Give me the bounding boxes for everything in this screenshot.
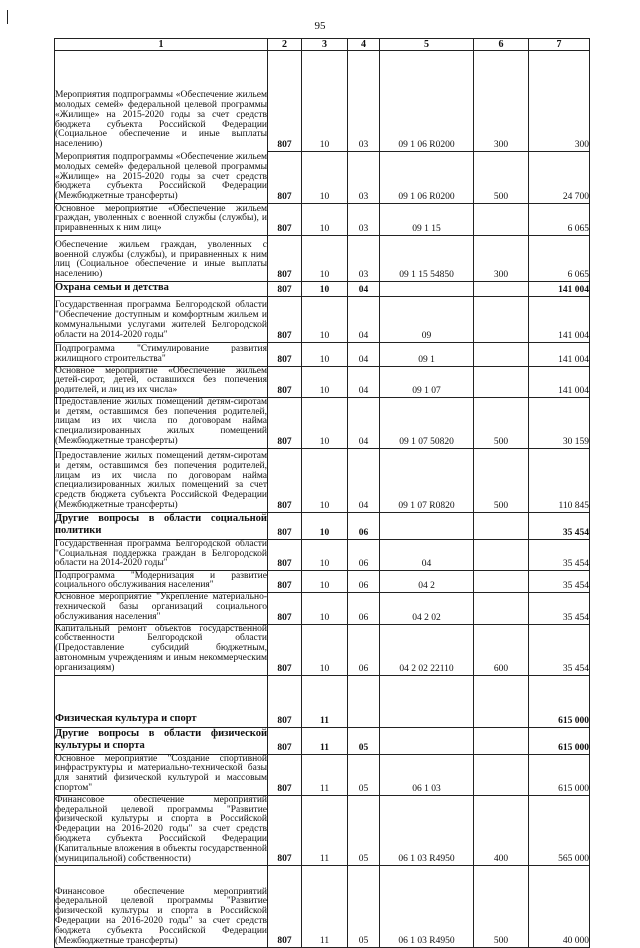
cell-section: 10	[302, 512, 348, 539]
cell-amount: 40 000	[529, 866, 590, 948]
cell-amount: 35 454	[529, 624, 590, 675]
cell-target-article: 06 1 03 R4950	[380, 866, 474, 948]
cell-amount: 35 454	[529, 539, 590, 570]
cell-expense-type: 500	[474, 397, 529, 448]
row-description: Основное мероприятие «Обеспечение жильем детей-сирот, детей, оставшихся без попечения родителей, и лиц из их числа»	[55, 366, 268, 397]
cell-grbs: 807	[268, 448, 302, 512]
row-description: Другие вопросы в области физической культуры и спорта	[55, 727, 268, 754]
cell-grbs: 807	[268, 795, 302, 866]
cell-grbs: 807	[268, 152, 302, 204]
table-header-row	[55, 39, 590, 51]
cell-grbs: 807	[268, 675, 302, 727]
cell-section: 10	[302, 593, 348, 624]
cell-expense-type	[474, 512, 529, 539]
cell-grbs: 807	[268, 296, 302, 342]
cell-section: 10	[302, 296, 348, 342]
cell-subsection: 04	[348, 296, 380, 342]
cell-subsection: 05	[348, 727, 380, 754]
cell-expense-type: 300	[474, 236, 529, 282]
cell-subsection: 04	[348, 282, 380, 297]
cell-grbs: 807	[268, 539, 302, 570]
row-description-text: Мероприятия подпрограммы «Обеспечение жильем молодых семей» федеральной целевой программы «Жилище» на 2015-2020 годы за счет средств бюджета субъекта Российской Федерации (Социальное обеспечение и иные выплаты населению)	[55, 90, 267, 150]
cell-section: 10	[302, 366, 348, 397]
table-row	[55, 727, 590, 754]
cell-section: 11	[302, 754, 348, 795]
cell-section: 10	[302, 571, 348, 593]
row-description: Другие вопросы в области социальной политики	[55, 512, 268, 539]
cell-subsection	[348, 675, 380, 727]
cell-amount: 6 065	[529, 204, 590, 236]
cell-expense-type	[474, 204, 529, 236]
column-header: 2	[268, 39, 302, 51]
table-row	[55, 366, 590, 397]
cell-amount: 565 000	[529, 795, 590, 866]
cell-subsection: 03	[348, 204, 380, 236]
column-header: 3	[302, 39, 348, 51]
cell-grbs: 807	[268, 366, 302, 397]
cell-target-article: 04 2	[380, 571, 474, 593]
cell-amount: 6 065	[529, 236, 590, 282]
cell-target-article: 04 2 02	[380, 593, 474, 624]
cell-amount: 615 000	[529, 675, 590, 727]
cell-section: 10	[302, 397, 348, 448]
cell-section: 10	[302, 51, 348, 152]
table-row	[55, 571, 590, 593]
cell-subsection: 03	[348, 51, 380, 152]
row-description: Основное мероприятие "Укрепление материально-технической базы организаций социального обслуживания населения"	[55, 593, 268, 624]
table-row	[55, 282, 590, 297]
cell-amount: 141 004	[529, 342, 590, 366]
cell-expense-type: 400	[474, 795, 529, 866]
cell-amount: 35 454	[529, 593, 590, 624]
cell-amount: 35 454	[529, 512, 590, 539]
cell-amount: 110 845	[529, 448, 590, 512]
cell-subsection: 06	[348, 539, 380, 570]
table-row	[55, 204, 590, 236]
cell-expense-type: 500	[474, 866, 529, 948]
table-row	[55, 624, 590, 675]
row-description: Финансовое обеспечение мероприятий федеральной целевой программы "Развитие физической культуры и спорта в Российской Федерации на 2016-2020 годы" за счет средств бюджета субъекта Российской Федерации (Межбюджетные трансферты)	[55, 866, 268, 948]
column-header: 7	[529, 39, 590, 51]
column-header: 1	[55, 39, 268, 51]
cell-grbs: 807	[268, 342, 302, 366]
cell-section: 11	[302, 795, 348, 866]
cell-expense-type	[474, 727, 529, 754]
cell-subsection: 05	[348, 795, 380, 866]
cell-subsection: 06	[348, 593, 380, 624]
cell-expense-type	[474, 539, 529, 570]
cell-target-article: 09	[380, 296, 474, 342]
cell-amount: 141 004	[529, 296, 590, 342]
column-header: 4	[348, 39, 380, 51]
cell-target-article: 09 1 07 R0820	[380, 448, 474, 512]
cell-amount: 141 004	[529, 366, 590, 397]
cell-section: 10	[302, 236, 348, 282]
cell-section: 10	[302, 624, 348, 675]
row-description: Физическая культура и спорт	[55, 675, 268, 727]
cell-expense-type	[474, 593, 529, 624]
cell-subsection: 05	[348, 866, 380, 948]
cell-subsection: 05	[348, 754, 380, 795]
cell-expense-type: 300	[474, 51, 529, 152]
budget-table	[54, 38, 590, 948]
table-row	[55, 296, 590, 342]
row-description: Финансовое обеспечение мероприятий федеральной целевой программы "Развитие физической культуры и спорта в Российской Федерации на 2016-2020 годы" за счет средств бюджета субъекта Российской Федерации (Капитальные вложения в объекты государственной (муниципальной) собственности)	[55, 795, 268, 866]
cell-expense-type	[474, 754, 529, 795]
cell-target-article: 06 1 03	[380, 754, 474, 795]
cell-section: 10	[302, 448, 348, 512]
row-description: Предоставление жилых помещений детям-сиротам и детям, оставшимся без попечения родителей, лицам из их числа по договорам найма специализированных жилых помещений (Межбюджетные трансферты)	[55, 397, 268, 448]
row-description	[55, 51, 268, 204]
page-number: 95	[314, 20, 326, 32]
cell-grbs: 807	[268, 624, 302, 675]
row-description: Государственная программа Белгородской области "Социальная поддержка граждан в Белгородской области на 2014-2020 годы"	[55, 539, 268, 570]
row-description: Предоставление жилых помещений детям-сиротам и детям, оставшимся без попечения родителей, лицам из их числа по договорам найма специализированных жилых помещений за счет средств бюджета субъекта Российской Федерации (Межбюджетные трансферты)	[55, 448, 268, 512]
cell-expense-type	[474, 342, 529, 366]
cell-subsection: 04	[348, 366, 380, 397]
cell-subsection: 06	[348, 624, 380, 675]
row-description: Основное мероприятие "Создание спортивной инфраструктуры и материально-технической базы для занятий физической культурой и массовым спортом"	[55, 754, 268, 795]
table-row	[55, 51, 590, 152]
cell-subsection: 06	[348, 512, 380, 539]
cell-target-article: 09 1 06 R0200	[380, 51, 474, 152]
row-description: Охрана семьи и детства	[55, 282, 268, 297]
cell-grbs: 807	[268, 397, 302, 448]
cell-expense-type: 500	[474, 152, 529, 204]
cell-section: 10	[302, 152, 348, 204]
cell-amount: 300	[529, 51, 590, 152]
cell-target-article: 09 1 15 54850	[380, 236, 474, 282]
cell-target-article: 04	[380, 539, 474, 570]
cell-amount: 615 000	[529, 754, 590, 795]
cell-target-article: 04 2 02 22110	[380, 624, 474, 675]
cell-target-article	[380, 675, 474, 727]
cell-grbs: 807	[268, 512, 302, 539]
cell-grbs: 807	[268, 571, 302, 593]
row-description-text: Мероприятия подпрограммы «Обеспечение жильем молодых семей» федеральной целевой программы «Жилище» на 2015-2020 годы за счет средств бюджета субъекта Российской Федерации (Межбюджетные трансферты)	[55, 152, 267, 202]
table-row	[55, 512, 590, 539]
table-row	[55, 866, 590, 948]
table-row	[55, 448, 590, 512]
cell-expense-type	[474, 571, 529, 593]
cell-subsection: 04	[348, 448, 380, 512]
cell-section: 10	[302, 342, 348, 366]
cell-subsection: 04	[348, 397, 380, 448]
cell-amount: 35 454	[529, 571, 590, 593]
cell-target-article: 09 1	[380, 342, 474, 366]
cell-target-article: 09 1 15	[380, 204, 474, 236]
cell-expense-type: 500	[474, 448, 529, 512]
cell-grbs: 807	[268, 282, 302, 297]
cell-expense-type	[474, 366, 529, 397]
cell-grbs: 807	[268, 204, 302, 236]
cell-section: 10	[302, 282, 348, 297]
cell-subsection: 03	[348, 152, 380, 204]
table-row	[55, 754, 590, 795]
cell-grbs: 807	[268, 51, 302, 152]
cell-amount: 24 700	[529, 152, 590, 204]
cell-expense-type	[474, 282, 529, 297]
table-row	[55, 593, 590, 624]
table-row	[55, 236, 590, 282]
cell-amount: 141 004	[529, 282, 590, 297]
table-row	[55, 795, 590, 866]
cell-grbs: 807	[268, 236, 302, 282]
row-description: Основное мероприятие «Обеспечение жильем граждан, уволенных с военной службы (службы), и приравненных к ним лиц»	[55, 204, 268, 236]
cell-section: 10	[302, 204, 348, 236]
cell-target-article: 09 1 06 R0200	[380, 152, 474, 204]
cell-grbs: 807	[268, 754, 302, 795]
cell-target-article	[380, 282, 474, 297]
cell-expense-type	[474, 675, 529, 727]
cell-target-article	[380, 512, 474, 539]
row-description: Подпрограмма "Стимулирование развития жилищного строительства"	[55, 342, 268, 366]
row-description: Капитальный ремонт объектов государственной собственности Белгородской области (Предоставление субсидий бюджетным, автономным учреждениям и иным некоммерческим организациям)	[55, 624, 268, 675]
cell-grbs: 807	[268, 593, 302, 624]
cell-expense-type	[474, 296, 529, 342]
cell-target-article: 09 1 07	[380, 366, 474, 397]
cell-subsection: 04	[348, 342, 380, 366]
cell-grbs: 807	[268, 727, 302, 754]
column-header: 6	[474, 39, 529, 51]
cell-expense-type: 600	[474, 624, 529, 675]
cell-target-article: 06 1 03 R4950	[380, 795, 474, 866]
table-row	[55, 342, 590, 366]
cell-target-article	[380, 727, 474, 754]
table-row	[55, 675, 590, 727]
cell-target-article: 09 1 07 50820	[380, 397, 474, 448]
row-description: Обеспечение жильем граждан, уволенных с военной службы (службы), и приравненных к ним лиц (Социальное обеспечение и иные выплаты населению)	[55, 236, 268, 282]
cell-section: 11	[302, 727, 348, 754]
column-header: 5	[380, 39, 474, 51]
cell-grbs: 807	[268, 866, 302, 948]
cell-subsection: 06	[348, 571, 380, 593]
table-row	[55, 397, 590, 448]
cell-section: 10	[302, 539, 348, 570]
table-row	[55, 539, 590, 570]
row-description: Подпрограмма "Модернизация и развитие социального обслуживания населения"	[55, 571, 268, 593]
cell-section: 11	[302, 675, 348, 727]
cell-subsection: 03	[348, 236, 380, 282]
row-description: Государственная программа Белгородской области "Обеспечение доступным и комфортным жильем и коммунальными услугами жителей Белгородской области на 2014-2020 годы"	[55, 296, 268, 342]
cell-amount: 30 159	[529, 397, 590, 448]
cell-amount: 615 000	[529, 727, 590, 754]
cell-section: 11	[302, 866, 348, 948]
